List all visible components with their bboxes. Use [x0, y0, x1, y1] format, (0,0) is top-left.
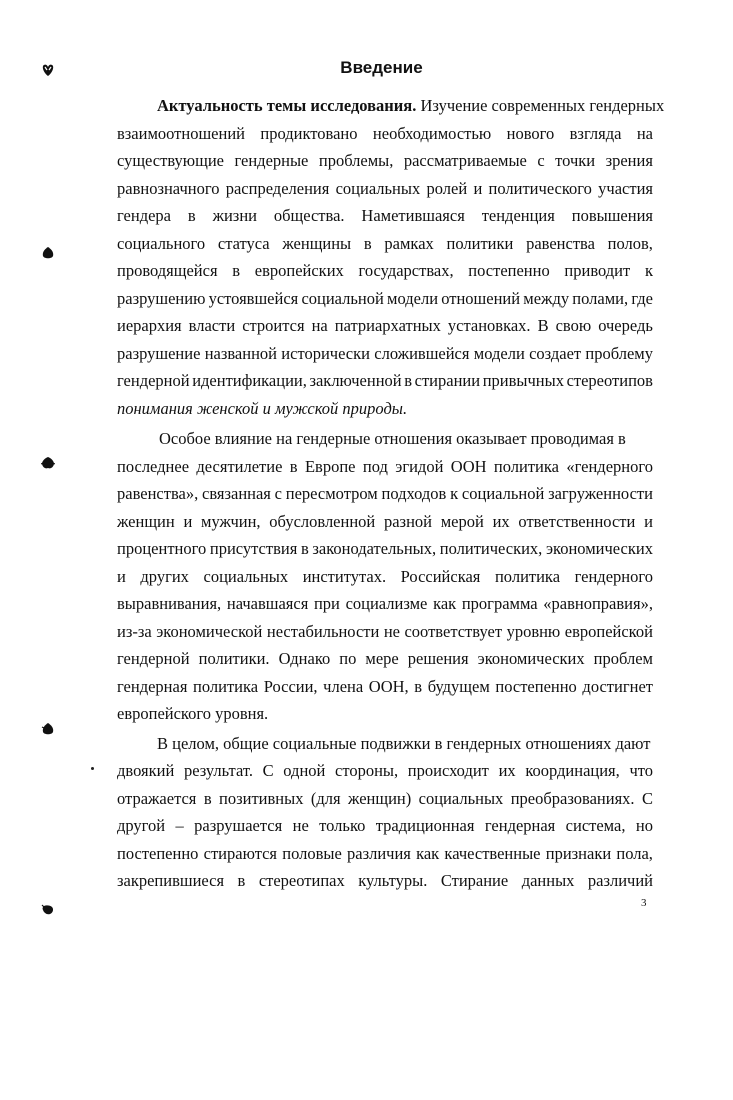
word: в — [232, 261, 241, 280]
text-line — [117, 618, 653, 646]
word: эгидой — [395, 456, 444, 476]
word: отражается — [117, 788, 197, 808]
text-line — [117, 340, 653, 368]
paragraph — [117, 425, 653, 728]
word: гендерной — [117, 649, 190, 668]
word: законодательных, — [312, 539, 437, 558]
scan-mark-icon — [41, 456, 55, 470]
word: стереотипов — [566, 371, 653, 390]
word: статуса — [217, 233, 270, 253]
word: их — [492, 511, 510, 531]
paragraph — [117, 92, 665, 422]
word: политики. — [198, 649, 270, 668]
word: государствах, — [358, 261, 454, 280]
word: (для — [310, 788, 341, 808]
word: гендерная — [117, 676, 188, 696]
word: с — [274, 484, 282, 503]
word: в — [414, 676, 423, 696]
word: социальной — [461, 484, 545, 503]
word: между — [523, 288, 570, 308]
paragraph — [117, 730, 653, 895]
word: присутствия — [209, 539, 298, 558]
text-line — [117, 645, 653, 673]
text-line — [117, 285, 653, 313]
word: и — [183, 511, 193, 531]
word: система, — [565, 816, 626, 835]
word: европейской — [564, 621, 653, 641]
word: власти — [188, 316, 236, 335]
word: в — [404, 371, 413, 390]
word: к — [450, 484, 459, 503]
word: постепенно — [117, 843, 199, 863]
word: традиционная — [375, 816, 475, 835]
word: европейских — [254, 261, 344, 280]
text-line — [117, 120, 653, 148]
word: десятилетие — [196, 456, 283, 476]
word: программа — [461, 594, 538, 613]
word: социальных — [335, 178, 421, 198]
word: институтах. — [302, 566, 387, 586]
word: двоякий — [117, 761, 175, 780]
text-line — [117, 257, 653, 285]
word: устоявшейся — [208, 288, 299, 308]
word: половые — [282, 843, 342, 863]
word: гендера — [117, 206, 171, 225]
text-line — [117, 590, 653, 618]
page-title: Введение — [340, 58, 423, 77]
word: по — [339, 649, 357, 668]
word: экономической — [156, 621, 263, 641]
word: экономических — [545, 539, 653, 558]
text-line: Актуальность темы исследования. Изучение современных гендерных — [157, 96, 665, 115]
word: загруженности — [548, 484, 653, 503]
word: проблемы, — [318, 151, 394, 170]
word: начавшаяся — [226, 594, 309, 613]
word: пола, — [616, 843, 653, 863]
word: Российская — [400, 566, 481, 586]
text-line: понимания женской и мужской природы. — [117, 398, 408, 418]
word: нестабильности — [266, 621, 380, 641]
word: на — [636, 123, 653, 143]
word: женщины — [282, 233, 352, 253]
scan-mark-icon — [41, 902, 55, 916]
text-line: В целом, общие социальные подвижки в гендерных отношениях дают — [157, 733, 651, 753]
word: качественные — [444, 843, 541, 863]
word: ролей — [426, 178, 468, 198]
word: разрушается — [194, 816, 283, 835]
word: политика — [494, 566, 561, 586]
word: мерой — [440, 511, 484, 531]
word: выравнивания, — [117, 594, 222, 613]
word: но — [635, 816, 653, 835]
word: С — [262, 761, 274, 780]
text-line — [117, 480, 653, 508]
word: закрепившиеся — [117, 871, 225, 890]
word: ООН, — [368, 676, 409, 696]
word: ответственности — [518, 511, 636, 531]
word: позитивных — [219, 788, 304, 808]
word: не — [383, 621, 400, 641]
text-line — [117, 147, 653, 175]
text-line — [117, 535, 653, 563]
word: мере — [365, 649, 399, 668]
word: С — [641, 788, 653, 808]
scan-speck — [91, 767, 94, 770]
word: с — [537, 151, 545, 170]
word: признаки — [545, 843, 612, 863]
word: экономических — [477, 649, 585, 668]
word: постепенно — [495, 676, 577, 696]
word: точки — [555, 151, 596, 170]
word: других — [140, 566, 189, 586]
word: подходов — [381, 484, 447, 503]
word: Наметившаяся — [361, 206, 465, 225]
word: члена — [323, 676, 364, 696]
word: проблему — [585, 343, 653, 363]
text-line: Особое влияние на гендерные отношения оказывает проводимая в — [159, 429, 626, 448]
word: модели — [387, 288, 439, 308]
word: достигнет — [582, 676, 653, 696]
word: нового — [506, 123, 555, 143]
word: модели — [473, 343, 525, 363]
text-line — [117, 202, 653, 230]
word: обусловленной — [269, 511, 376, 531]
word: – — [175, 816, 184, 835]
text-line — [117, 230, 653, 258]
word: в — [300, 539, 309, 558]
word: разрушению — [117, 288, 206, 308]
word: из-за — [117, 621, 152, 641]
text-line — [117, 812, 653, 840]
word: равенства», — [117, 484, 199, 503]
word: рассматриваемые — [403, 151, 527, 170]
word: политического — [488, 178, 592, 198]
word: Европе — [304, 456, 356, 476]
word: как — [416, 843, 440, 863]
text-line — [117, 757, 653, 785]
word: равнозначного — [117, 178, 220, 198]
text-line — [117, 563, 653, 591]
word: ООН — [450, 456, 487, 476]
paragraph-lead: Актуальность темы исследования. — [157, 96, 417, 115]
word: в — [237, 871, 246, 890]
word: иерархия — [117, 316, 182, 335]
word: социального — [117, 233, 206, 253]
word: проводящейся — [117, 261, 218, 280]
word: патриархатных — [334, 316, 441, 335]
text-line: европейского уровня. — [117, 704, 269, 723]
word: гендерные — [234, 151, 309, 170]
scan-mark-icon — [41, 246, 55, 260]
word: тенденция — [481, 206, 555, 225]
word: «гендерного — [566, 456, 653, 476]
word: одной — [283, 761, 326, 780]
word: зрения — [605, 151, 653, 170]
word: процентного — [117, 539, 207, 558]
word: политики — [446, 233, 514, 253]
word: координация, — [525, 761, 620, 780]
word: политических, — [439, 539, 543, 558]
word: уровню — [506, 621, 561, 641]
word: политика — [193, 676, 259, 696]
word: общества. — [273, 206, 345, 225]
word: мужчин, — [201, 511, 261, 531]
word: проблем — [593, 649, 653, 668]
word: гендерного — [574, 566, 653, 586]
word: очередь — [598, 316, 653, 335]
word: полами, — [572, 288, 629, 308]
word: социальных — [418, 788, 504, 808]
word: другой — [117, 816, 166, 835]
word: Стирание — [440, 871, 509, 890]
word: необходимостью — [372, 123, 492, 143]
word: строится — [242, 316, 305, 335]
word: разной — [383, 511, 432, 531]
word: в — [187, 206, 196, 225]
word: будущем — [427, 676, 490, 696]
word: женщин — [117, 511, 175, 531]
word: и — [473, 178, 483, 198]
text-line — [117, 840, 653, 868]
word: стороны, — [335, 761, 399, 780]
word: данных — [521, 871, 575, 890]
word: существующие — [117, 151, 224, 170]
word: на — [311, 316, 328, 335]
word: происходит — [407, 761, 489, 780]
word: свою — [555, 316, 592, 335]
word: постепенно — [468, 261, 550, 280]
text-line — [117, 453, 653, 481]
word: В — [537, 316, 549, 335]
word: и — [644, 511, 653, 531]
word: распределения — [225, 178, 330, 198]
word: женщин) — [348, 788, 412, 808]
word: отношений — [441, 288, 521, 308]
word: пересмотром — [285, 484, 378, 503]
word: полов, — [607, 233, 653, 253]
document-body — [117, 92, 665, 895]
word: установках. — [447, 316, 531, 335]
word: в — [203, 788, 212, 808]
word: рамках — [384, 233, 434, 253]
word: социальных — [203, 566, 289, 586]
word: России, — [263, 676, 318, 696]
word: соответствует — [404, 621, 503, 641]
word: разрушение — [117, 343, 201, 363]
word: взгляда — [569, 123, 622, 143]
word: стереотипах — [258, 871, 345, 890]
word: результат. — [183, 761, 253, 780]
word: приводит — [564, 261, 631, 280]
word: жизни — [212, 206, 257, 225]
word: Однако — [278, 649, 331, 668]
text-line — [117, 673, 653, 701]
word: гендерная — [484, 816, 556, 835]
word: гендерной — [117, 371, 190, 390]
word: культуры. — [358, 871, 428, 890]
text-line — [117, 175, 653, 203]
word: и — [117, 566, 126, 586]
word: в — [289, 456, 298, 476]
word: не — [292, 816, 309, 835]
word: создает — [529, 343, 582, 363]
word: сложившейся — [374, 343, 470, 363]
word: как — [433, 594, 457, 613]
word: только — [319, 816, 366, 835]
word: «равноправия», — [543, 594, 653, 613]
word: привычных — [482, 371, 564, 390]
word: связанная — [202, 484, 271, 503]
word: в — [363, 233, 372, 253]
word: преобразованиях. — [510, 788, 635, 808]
word: равенства — [526, 233, 595, 253]
word: последнее — [117, 456, 190, 476]
word: под — [362, 456, 388, 476]
word: социальной — [301, 288, 384, 308]
word: стираются — [203, 843, 278, 863]
word: продиктовано — [260, 123, 358, 143]
text-line — [117, 508, 653, 536]
text-line — [117, 312, 653, 340]
text-line — [117, 867, 653, 895]
word: к — [644, 261, 653, 280]
word: участия — [598, 178, 653, 198]
word: социализме — [345, 594, 428, 613]
word: заключенной — [309, 371, 402, 390]
word: где — [631, 288, 653, 308]
word: при — [313, 594, 340, 613]
word: идентификации, — [192, 371, 307, 390]
word: повышения — [571, 206, 653, 225]
word: названной — [204, 343, 277, 363]
text-line — [117, 367, 653, 395]
scan-mark-icon — [41, 722, 55, 736]
word: решения — [407, 649, 469, 668]
page-number: 3 — [641, 897, 647, 909]
word: различий — [587, 871, 653, 890]
word: что — [629, 761, 653, 780]
word: различия — [347, 843, 411, 863]
word: исторически — [281, 343, 370, 363]
word: политика — [493, 456, 559, 476]
word: взаимоотношений — [117, 123, 245, 143]
text-line — [117, 785, 653, 813]
word: их — [498, 761, 516, 780]
word: стирании — [414, 371, 481, 390]
